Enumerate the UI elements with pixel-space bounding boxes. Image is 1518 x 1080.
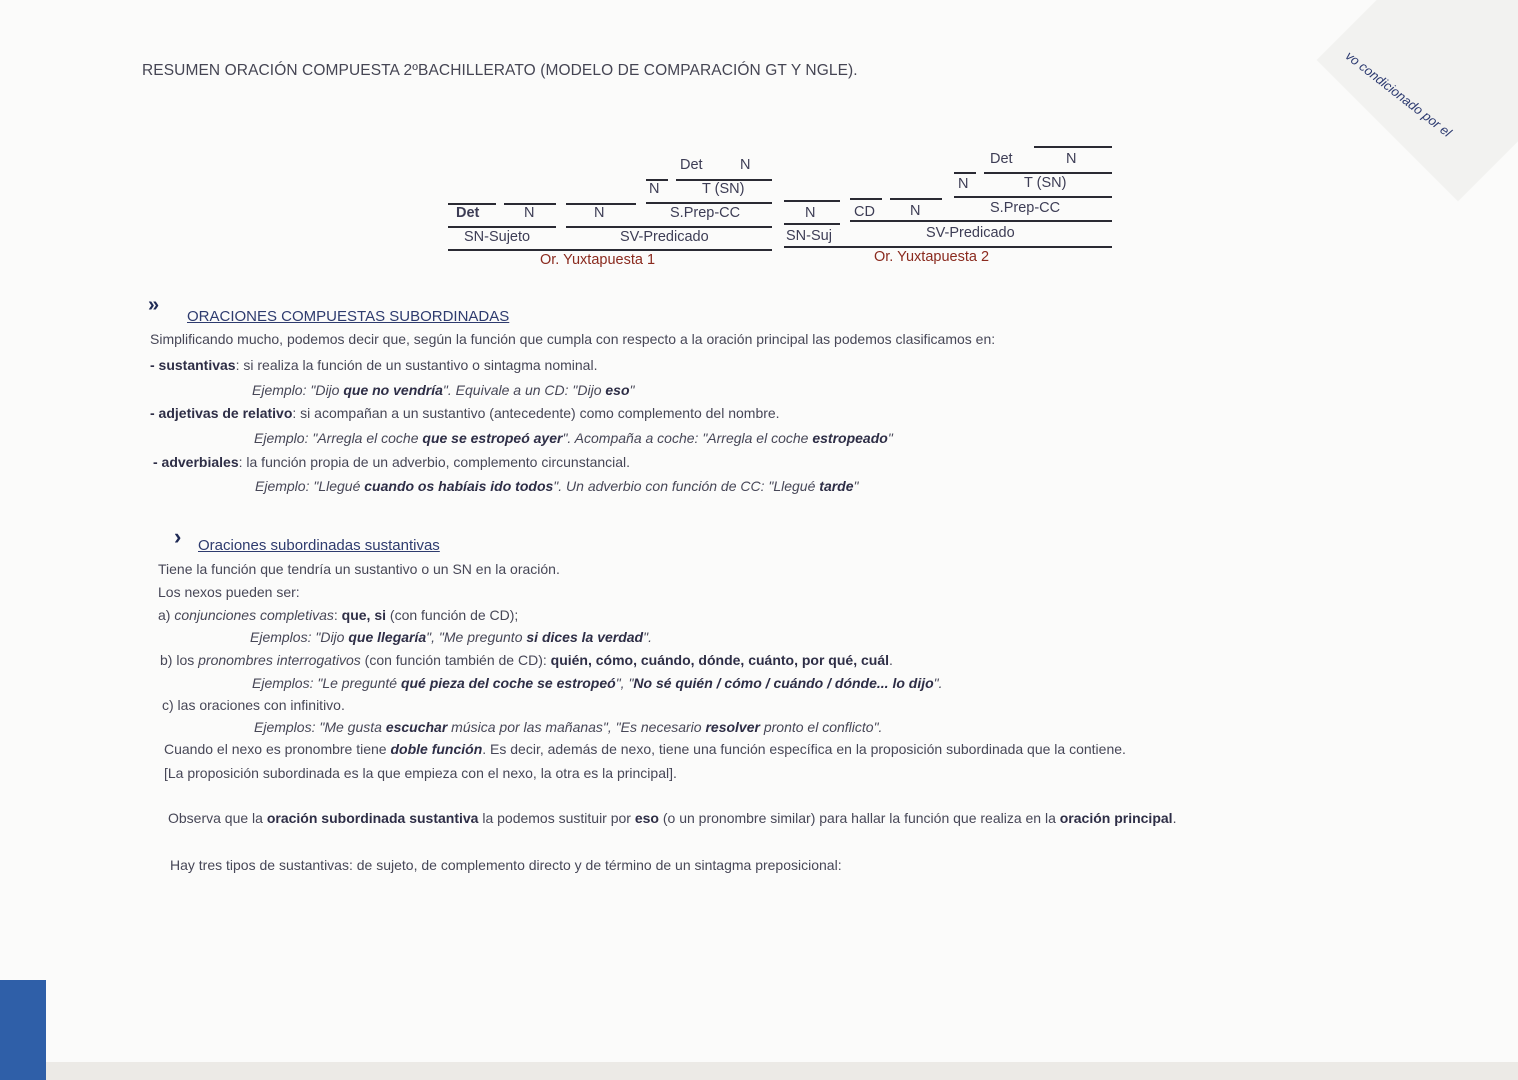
example-text: ". Equivale a un CD: "Dijo — [442, 382, 606, 398]
paragraph-nexos: Los nexos pueden ser: — [158, 584, 300, 600]
tree-label-n-mid: N — [649, 181, 660, 197]
tree-line — [646, 202, 772, 204]
tree-line — [954, 172, 976, 174]
bottom-edge — [0, 1062, 1518, 1080]
tree-label-det-top: Det — [990, 151, 1013, 167]
paragraph-text: la podemos sustituir por — [478, 810, 635, 826]
tree-label-sn-suj: SN-Suj — [786, 228, 832, 244]
example-text: ". — [933, 675, 943, 691]
example-text: Ejemplos: "Dijo — [250, 629, 349, 645]
tree-label-n2: N — [594, 205, 605, 221]
example-text: ". Acompaña a coche: "Arregla el coche — [562, 430, 813, 446]
example-text: Ejemplos: "Me gusta — [254, 719, 386, 735]
example-b — [252, 675, 943, 691]
list-highlight: quién, cómo, cuándo, dónde, cuánto, por qué, cuál — [550, 652, 889, 668]
paragraph-tipos: Hay tres tipos de sustantivas: de sujeto, de complemento directo y de término de un sintagma preposicional: — [170, 857, 842, 873]
list-text: a) — [158, 607, 175, 623]
document-title: RESUMEN ORACIÓN COMPUESTA 2ºBACHILLERATO (MODELO DE COMPARACIÓN GT Y NGLE). — [142, 62, 858, 79]
example-highlight: cuando os habíais ido todos — [364, 478, 554, 494]
tree-label-sprep: S.Prep-CC — [670, 205, 741, 221]
tree-line — [566, 226, 772, 228]
tree-label-sv-predicado: SV-Predicado — [620, 229, 709, 245]
list-item-a — [158, 607, 518, 623]
tree-label-det-top: Det — [680, 157, 703, 173]
list-text: (con función de CD); — [386, 607, 519, 623]
corner-text: vo condicionado por el — [1342, 48, 1455, 140]
example-text: Ejemplo: "Llegué — [255, 478, 365, 494]
tree-line — [984, 172, 1112, 174]
paragraph-text: . — [1172, 810, 1177, 826]
syntax-tree-diagram — [0, 0, 1518, 300]
tree-label-n1: N — [805, 205, 816, 221]
list-term: conjunciones completivas — [174, 607, 334, 623]
tree-line — [448, 226, 556, 228]
paragraph-function: Tiene la función que tendría un sustantivo o un SN en la oración. — [158, 561, 560, 577]
example-text: ", " — [615, 675, 634, 691]
list-term: pronombres interrogativos — [198, 652, 361, 668]
example-highlight: resolver — [705, 719, 760, 735]
example-text: " — [887, 430, 893, 446]
tree-label-n-mid: N — [958, 176, 969, 192]
example-text: Ejemplos: "Le pregunté — [252, 675, 401, 691]
example-highlight: que se estropeó ayer — [422, 430, 563, 446]
term-sustantivas: - sustantivas — [150, 357, 236, 373]
blue-edge-object — [0, 980, 46, 1080]
list-text: . — [889, 652, 893, 668]
paragraph-text: . Es decir, además de nexo, tiene una función específica en la proposición subordinada que la contiene. — [482, 741, 1126, 757]
example-text: Ejemplo: "Arregla el coche — [254, 430, 423, 446]
definition: : la función propia de un adverbio, complemento circunstancial. — [238, 454, 631, 470]
example-highlight: escuchar — [385, 719, 448, 735]
tree-label-sn-sujeto: SN-Sujeto — [464, 229, 531, 245]
example-adjetivas — [254, 430, 893, 446]
section-heading-sustantivas: Oraciones subordinadas sustantivas — [198, 537, 440, 554]
example-text: Ejemplo: "Dijo — [252, 382, 344, 398]
list-item-adverbiales — [153, 454, 630, 470]
example-highlight: No sé quién / cómo / cuándo / dónde... lo dijo — [633, 675, 934, 691]
tree-label-det: Det — [456, 205, 480, 221]
paragraph-highlight: oración subordinada sustantiva — [266, 810, 479, 826]
example-adverbiales — [255, 478, 859, 494]
paragraph-text: (o un pronombre similar) para hallar la función que realiza en la — [658, 810, 1060, 826]
example-highlight: que no vendría — [343, 382, 443, 398]
example-text: ", "Me pregunto — [426, 629, 527, 645]
paragraph-intro: Simplificando mucho, podemos decir que, según la función que cumpla con respecto a la oración principal las podemos clasificamos en: — [150, 331, 996, 347]
list-item-c: c) las oraciones con infinitivo. — [162, 697, 345, 713]
tree-label-or-yuxtapuesta-2: Or. Yuxtapuesta 2 — [874, 249, 990, 265]
example-text: ". — [643, 629, 652, 645]
paragraph-highlight: oración principal — [1059, 810, 1173, 826]
list-item-sustantivas — [150, 357, 597, 373]
term-adverbiales: - adverbiales — [153, 454, 239, 470]
tree-line — [784, 200, 840, 202]
paragraph-text: Observa que la — [168, 810, 267, 826]
tree-label-n2: N — [910, 203, 921, 219]
double-chevron-icon: » — [148, 294, 160, 316]
tree-label-t-sn: T (SN) — [1024, 175, 1067, 191]
tree-label-or-yuxtapuesta-1: Or. Yuxtapuesta 1 — [540, 252, 656, 268]
example-highlight: si dices la verdad — [526, 629, 644, 645]
example-highlight: tarde — [819, 478, 854, 494]
example-text: ". Un adverbio con función de CC: "Llegué — [553, 478, 820, 494]
paragraph-nexo-pronombre — [164, 741, 1126, 757]
example-highlight: qué pieza del coche se estropeó — [400, 675, 616, 691]
list-item-b — [160, 652, 893, 668]
list-text: b) los — [160, 652, 199, 668]
example-c — [254, 719, 882, 735]
list-text: (con función también de CD): — [360, 652, 551, 668]
term-adjetivas: - adjetivas de relativo — [150, 405, 293, 421]
example-text: " — [629, 382, 635, 398]
definition: : si acompañan a un sustantivo (antecedente) como complemento del nombre. — [292, 405, 780, 421]
example-text: pronto el conflicto". — [759, 719, 883, 735]
tree-line — [784, 223, 840, 225]
tree-line — [850, 198, 882, 200]
paragraph-highlight: eso — [634, 810, 659, 826]
tree-line — [448, 249, 772, 251]
tree-label-n-top: N — [740, 157, 751, 173]
chevron-right-icon: › — [174, 524, 182, 549]
section-heading-subordinadas: ORACIONES COMPUESTAS SUBORDINADAS — [187, 308, 510, 325]
tree-line — [784, 246, 1112, 248]
tree-label-t-sn: T (SN) — [702, 181, 745, 197]
tree-line — [890, 198, 942, 200]
tree-label-cd: CD — [854, 204, 875, 220]
example-highlight: que llegaría — [348, 629, 427, 645]
example-sustantivas — [252, 382, 635, 398]
tree-line — [850, 220, 1112, 222]
example-a — [250, 629, 652, 645]
tree-label-sprep: S.Prep-CC — [990, 200, 1061, 216]
list-text: : — [333, 607, 342, 623]
paragraph-highlight: doble función — [390, 741, 483, 757]
paragraph-text: Cuando el nexo es pronombre tiene — [164, 741, 391, 757]
paragraph-observa — [168, 810, 1176, 826]
tree-line — [1034, 146, 1112, 148]
paragraph-note: [La proposición subordinada es la que empieza con el nexo, la otra es la principal]. — [164, 765, 677, 781]
list-highlight: que, si — [341, 607, 387, 623]
tree-label-n-top: N — [1066, 151, 1077, 167]
example-text: música por las mañanas", "Es necesario — [447, 719, 706, 735]
tree-label-sv-predicado: SV-Predicado — [926, 225, 1015, 241]
tree-line — [954, 196, 1112, 198]
example-text: " — [853, 478, 859, 494]
example-highlight: estropeado — [812, 430, 888, 446]
definition: : si realiza la función de un sustantivo o sintagma nominal. — [235, 357, 598, 373]
example-highlight: eso — [605, 382, 630, 398]
list-item-adjetivas — [150, 405, 780, 421]
tree-label-n1: N — [524, 205, 535, 221]
